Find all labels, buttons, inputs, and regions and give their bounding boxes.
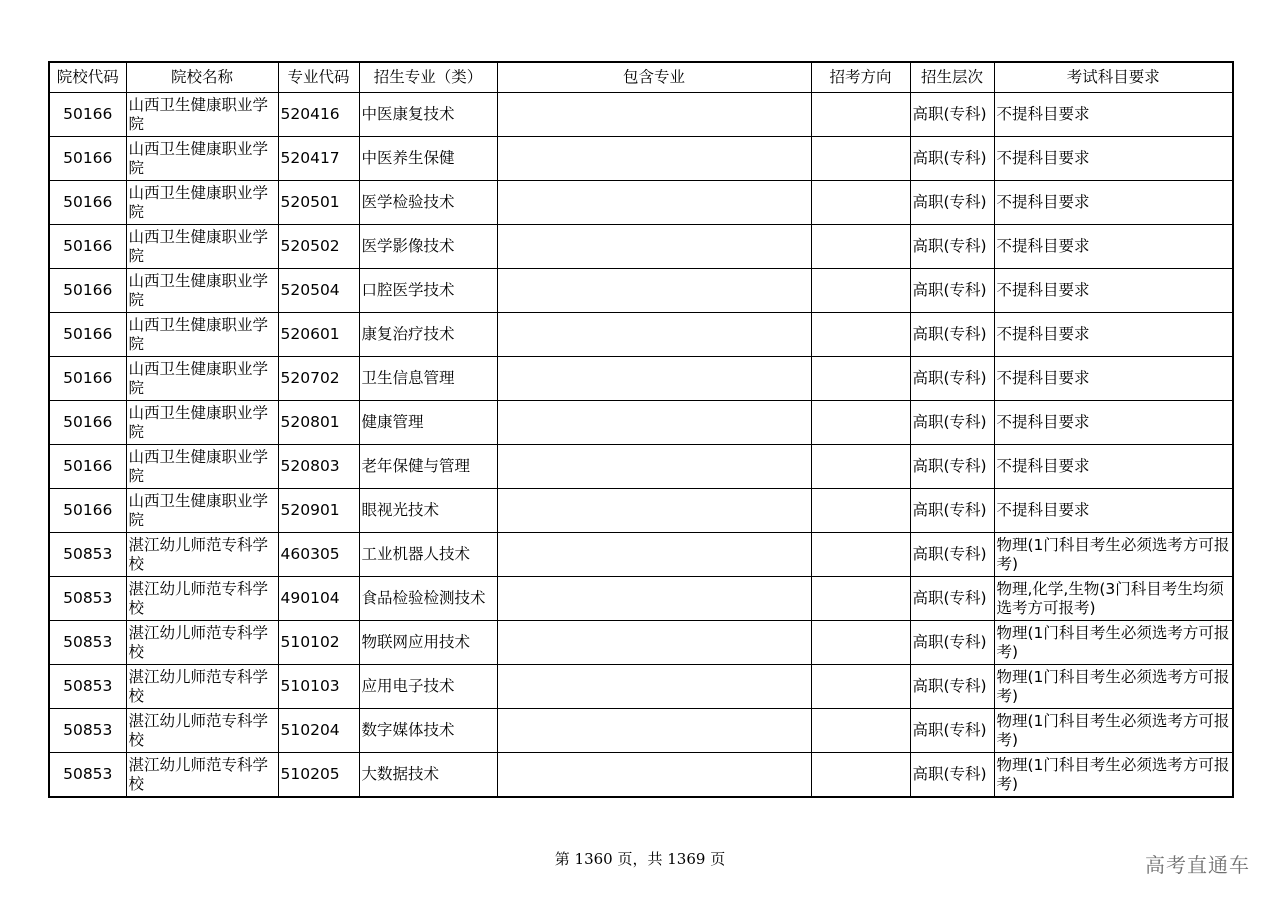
cell-school-name: 湛江幼儿师范专科学校 [126, 665, 278, 709]
cell-exam-direction [811, 621, 910, 665]
cell-exam-direction [811, 533, 910, 577]
cell-enrollment-level: 高职(专科) [910, 709, 994, 753]
cell-school-name: 山西卫生健康职业学院 [126, 313, 278, 357]
cell-subject-requirements: 不提科目要求 [994, 445, 1233, 489]
cell-included-majors [497, 181, 811, 225]
table-row [49, 225, 1233, 269]
cell-enrollment-major: 老年保健与管理 [359, 445, 497, 489]
table-row [49, 489, 1233, 533]
table-body [49, 93, 1233, 798]
table-row [49, 533, 1233, 577]
cell-exam-direction [811, 181, 910, 225]
cell-exam-direction [811, 577, 910, 621]
cell-exam-direction [811, 489, 910, 533]
cell-included-majors [497, 357, 811, 401]
cell-enrollment-major: 物联网应用技术 [359, 621, 497, 665]
page-number: 第 1360 页，共 1369 页 [554, 850, 726, 868]
cell-included-majors [497, 621, 811, 665]
cell-school-code: 50166 [49, 225, 126, 269]
cell-school-name: 山西卫生健康职业学院 [126, 137, 278, 181]
cell-major-code: 490104 [278, 577, 359, 621]
cell-enrollment-major: 中医养生保健 [359, 137, 497, 181]
cell-exam-direction [811, 357, 910, 401]
cell-school-name: 山西卫生健康职业学院 [126, 401, 278, 445]
header-enrollment-major: 招生专业（类） [359, 62, 497, 93]
cell-enrollment-level: 高职(专科) [910, 577, 994, 621]
cell-subject-requirements: 物理,化学,生物(3门科目考生均须选考方可报考) [994, 577, 1233, 621]
cell-enrollment-major: 中医康复技术 [359, 93, 497, 137]
cell-school-name: 山西卫生健康职业学院 [126, 225, 278, 269]
cell-school-code: 50166 [49, 181, 126, 225]
cell-school-code: 50853 [49, 665, 126, 709]
cell-enrollment-major: 医学检验技术 [359, 181, 497, 225]
cell-school-code: 50853 [49, 709, 126, 753]
cell-major-code: 520416 [278, 93, 359, 137]
cell-subject-requirements: 不提科目要求 [994, 137, 1233, 181]
table-row [49, 577, 1233, 621]
cell-subject-requirements: 不提科目要求 [994, 269, 1233, 313]
table-row [49, 357, 1233, 401]
cell-subject-requirements: 物理(1门科目考生必须选考方可报考) [994, 533, 1233, 577]
cell-included-majors [497, 577, 811, 621]
cell-enrollment-level: 高职(专科) [910, 93, 994, 137]
cell-enrollment-level: 高职(专科) [910, 621, 994, 665]
cell-subject-requirements: 不提科目要求 [994, 93, 1233, 137]
table-row [49, 269, 1233, 313]
cell-included-majors [497, 93, 811, 137]
cell-included-majors [497, 401, 811, 445]
cell-included-majors [497, 533, 811, 577]
admissions-table [48, 61, 1234, 798]
cell-major-code: 520502 [278, 225, 359, 269]
cell-school-name: 山西卫生健康职业学院 [126, 489, 278, 533]
table-row [49, 753, 1233, 798]
cell-enrollment-level: 高职(专科) [910, 137, 994, 181]
cell-enrollment-major: 食品检验检测技术 [359, 577, 497, 621]
cell-exam-direction [811, 665, 910, 709]
cell-exam-direction [811, 753, 910, 798]
cell-included-majors [497, 137, 811, 181]
table-row [49, 93, 1233, 137]
cell-included-majors [497, 225, 811, 269]
cell-enrollment-major: 医学影像技术 [359, 225, 497, 269]
cell-enrollment-level: 高职(专科) [910, 401, 994, 445]
cell-school-name: 山西卫生健康职业学院 [126, 357, 278, 401]
header-subject-requirements: 考试科目要求 [994, 62, 1233, 93]
cell-school-name: 湛江幼儿师范专科学校 [126, 753, 278, 798]
cell-enrollment-level: 高职(专科) [910, 313, 994, 357]
cell-school-code: 50166 [49, 269, 126, 313]
cell-school-code: 50166 [49, 445, 126, 489]
cell-school-name: 湛江幼儿师范专科学校 [126, 621, 278, 665]
cell-included-majors [497, 709, 811, 753]
cell-exam-direction [811, 93, 910, 137]
cell-subject-requirements: 不提科目要求 [994, 401, 1233, 445]
cell-major-code: 510103 [278, 665, 359, 709]
cell-enrollment-level: 高职(专科) [910, 533, 994, 577]
header-school-code: 院校代码 [49, 62, 126, 93]
cell-enrollment-level: 高职(专科) [910, 269, 994, 313]
cell-school-name: 山西卫生健康职业学院 [126, 269, 278, 313]
cell-enrollment-level: 高职(专科) [910, 225, 994, 269]
table-row [49, 621, 1233, 665]
header-enrollment-level: 招生层次 [910, 62, 994, 93]
cell-exam-direction [811, 401, 910, 445]
cell-enrollment-major: 卫生信息管理 [359, 357, 497, 401]
cell-major-code: 520702 [278, 357, 359, 401]
table-row [49, 445, 1233, 489]
cell-subject-requirements: 不提科目要求 [994, 357, 1233, 401]
table-row [49, 709, 1233, 753]
table-row [49, 401, 1233, 445]
cell-enrollment-level: 高职(专科) [910, 665, 994, 709]
cell-included-majors [497, 269, 811, 313]
cell-enrollment-major: 应用电子技术 [359, 665, 497, 709]
table-row [49, 313, 1233, 357]
table-row [49, 665, 1233, 709]
cell-exam-direction [811, 445, 910, 489]
cell-school-code: 50166 [49, 93, 126, 137]
cell-major-code: 520601 [278, 313, 359, 357]
cell-enrollment-major: 健康管理 [359, 401, 497, 445]
cell-subject-requirements: 物理(1门科目考生必须选考方可报考) [994, 709, 1233, 753]
cell-enrollment-major: 口腔医学技术 [359, 269, 497, 313]
cell-school-code: 50166 [49, 401, 126, 445]
cell-school-name: 湛江幼儿师范专科学校 [126, 533, 278, 577]
cell-exam-direction [811, 137, 910, 181]
cell-major-code: 520803 [278, 445, 359, 489]
cell-major-code: 520417 [278, 137, 359, 181]
cell-school-name: 山西卫生健康职业学院 [126, 181, 278, 225]
cell-school-code: 50166 [49, 137, 126, 181]
cell-enrollment-level: 高职(专科) [910, 357, 994, 401]
table-row [49, 181, 1233, 225]
cell-school-name: 湛江幼儿师范专科学校 [126, 577, 278, 621]
cell-subject-requirements: 物理(1门科目考生必须选考方可报考) [994, 665, 1233, 709]
cell-major-code: 520501 [278, 181, 359, 225]
cell-major-code: 510102 [278, 621, 359, 665]
cell-included-majors [497, 445, 811, 489]
cell-enrollment-level: 高职(专科) [910, 445, 994, 489]
cell-subject-requirements: 不提科目要求 [994, 181, 1233, 225]
cell-enrollment-major: 工业机器人技术 [359, 533, 497, 577]
cell-major-code: 520504 [278, 269, 359, 313]
cell-school-name: 湛江幼儿师范专科学校 [126, 709, 278, 753]
cell-school-code: 50853 [49, 621, 126, 665]
cell-major-code: 520901 [278, 489, 359, 533]
cell-school-code: 50853 [49, 533, 126, 577]
cell-school-name: 山西卫生健康职业学院 [126, 445, 278, 489]
cell-enrollment-major: 康复治疗技术 [359, 313, 497, 357]
watermark-logo-text: 高考直通车 [1145, 853, 1250, 877]
cell-subject-requirements: 不提科目要求 [994, 225, 1233, 269]
cell-subject-requirements: 不提科目要求 [994, 313, 1233, 357]
cell-included-majors [497, 313, 811, 357]
cell-school-code: 50853 [49, 753, 126, 798]
cell-school-code: 50166 [49, 313, 126, 357]
cell-enrollment-major: 数字媒体技术 [359, 709, 497, 753]
cell-subject-requirements: 不提科目要求 [994, 489, 1233, 533]
cell-major-code: 460305 [278, 533, 359, 577]
cell-major-code: 510204 [278, 709, 359, 753]
cell-enrollment-major: 眼视光技术 [359, 489, 497, 533]
table-row [49, 137, 1233, 181]
cell-enrollment-major: 大数据技术 [359, 753, 497, 798]
cell-exam-direction [811, 269, 910, 313]
table-header-row [49, 62, 1233, 93]
cell-school-code: 50166 [49, 489, 126, 533]
cell-exam-direction [811, 225, 910, 269]
cell-school-code: 50166 [49, 357, 126, 401]
cell-exam-direction [811, 313, 910, 357]
cell-included-majors [497, 489, 811, 533]
cell-subject-requirements: 物理(1门科目考生必须选考方可报考) [994, 621, 1233, 665]
cell-enrollment-level: 高职(专科) [910, 181, 994, 225]
header-school-name: 院校名称 [126, 62, 278, 93]
cell-major-code: 520801 [278, 401, 359, 445]
cell-school-code: 50853 [49, 577, 126, 621]
cell-included-majors [497, 665, 811, 709]
header-major-code: 专业代码 [278, 62, 359, 93]
cell-major-code: 510205 [278, 753, 359, 798]
header-included-majors: 包含专业 [497, 62, 811, 93]
cell-school-name: 山西卫生健康职业学院 [126, 93, 278, 137]
cell-subject-requirements: 物理(1门科目考生必须选考方可报考) [994, 753, 1233, 798]
cell-exam-direction [811, 709, 910, 753]
header-exam-direction: 招考方向 [811, 62, 910, 93]
cell-enrollment-level: 高职(专科) [910, 753, 994, 798]
cell-enrollment-level: 高职(专科) [910, 489, 994, 533]
cell-included-majors [497, 753, 811, 798]
